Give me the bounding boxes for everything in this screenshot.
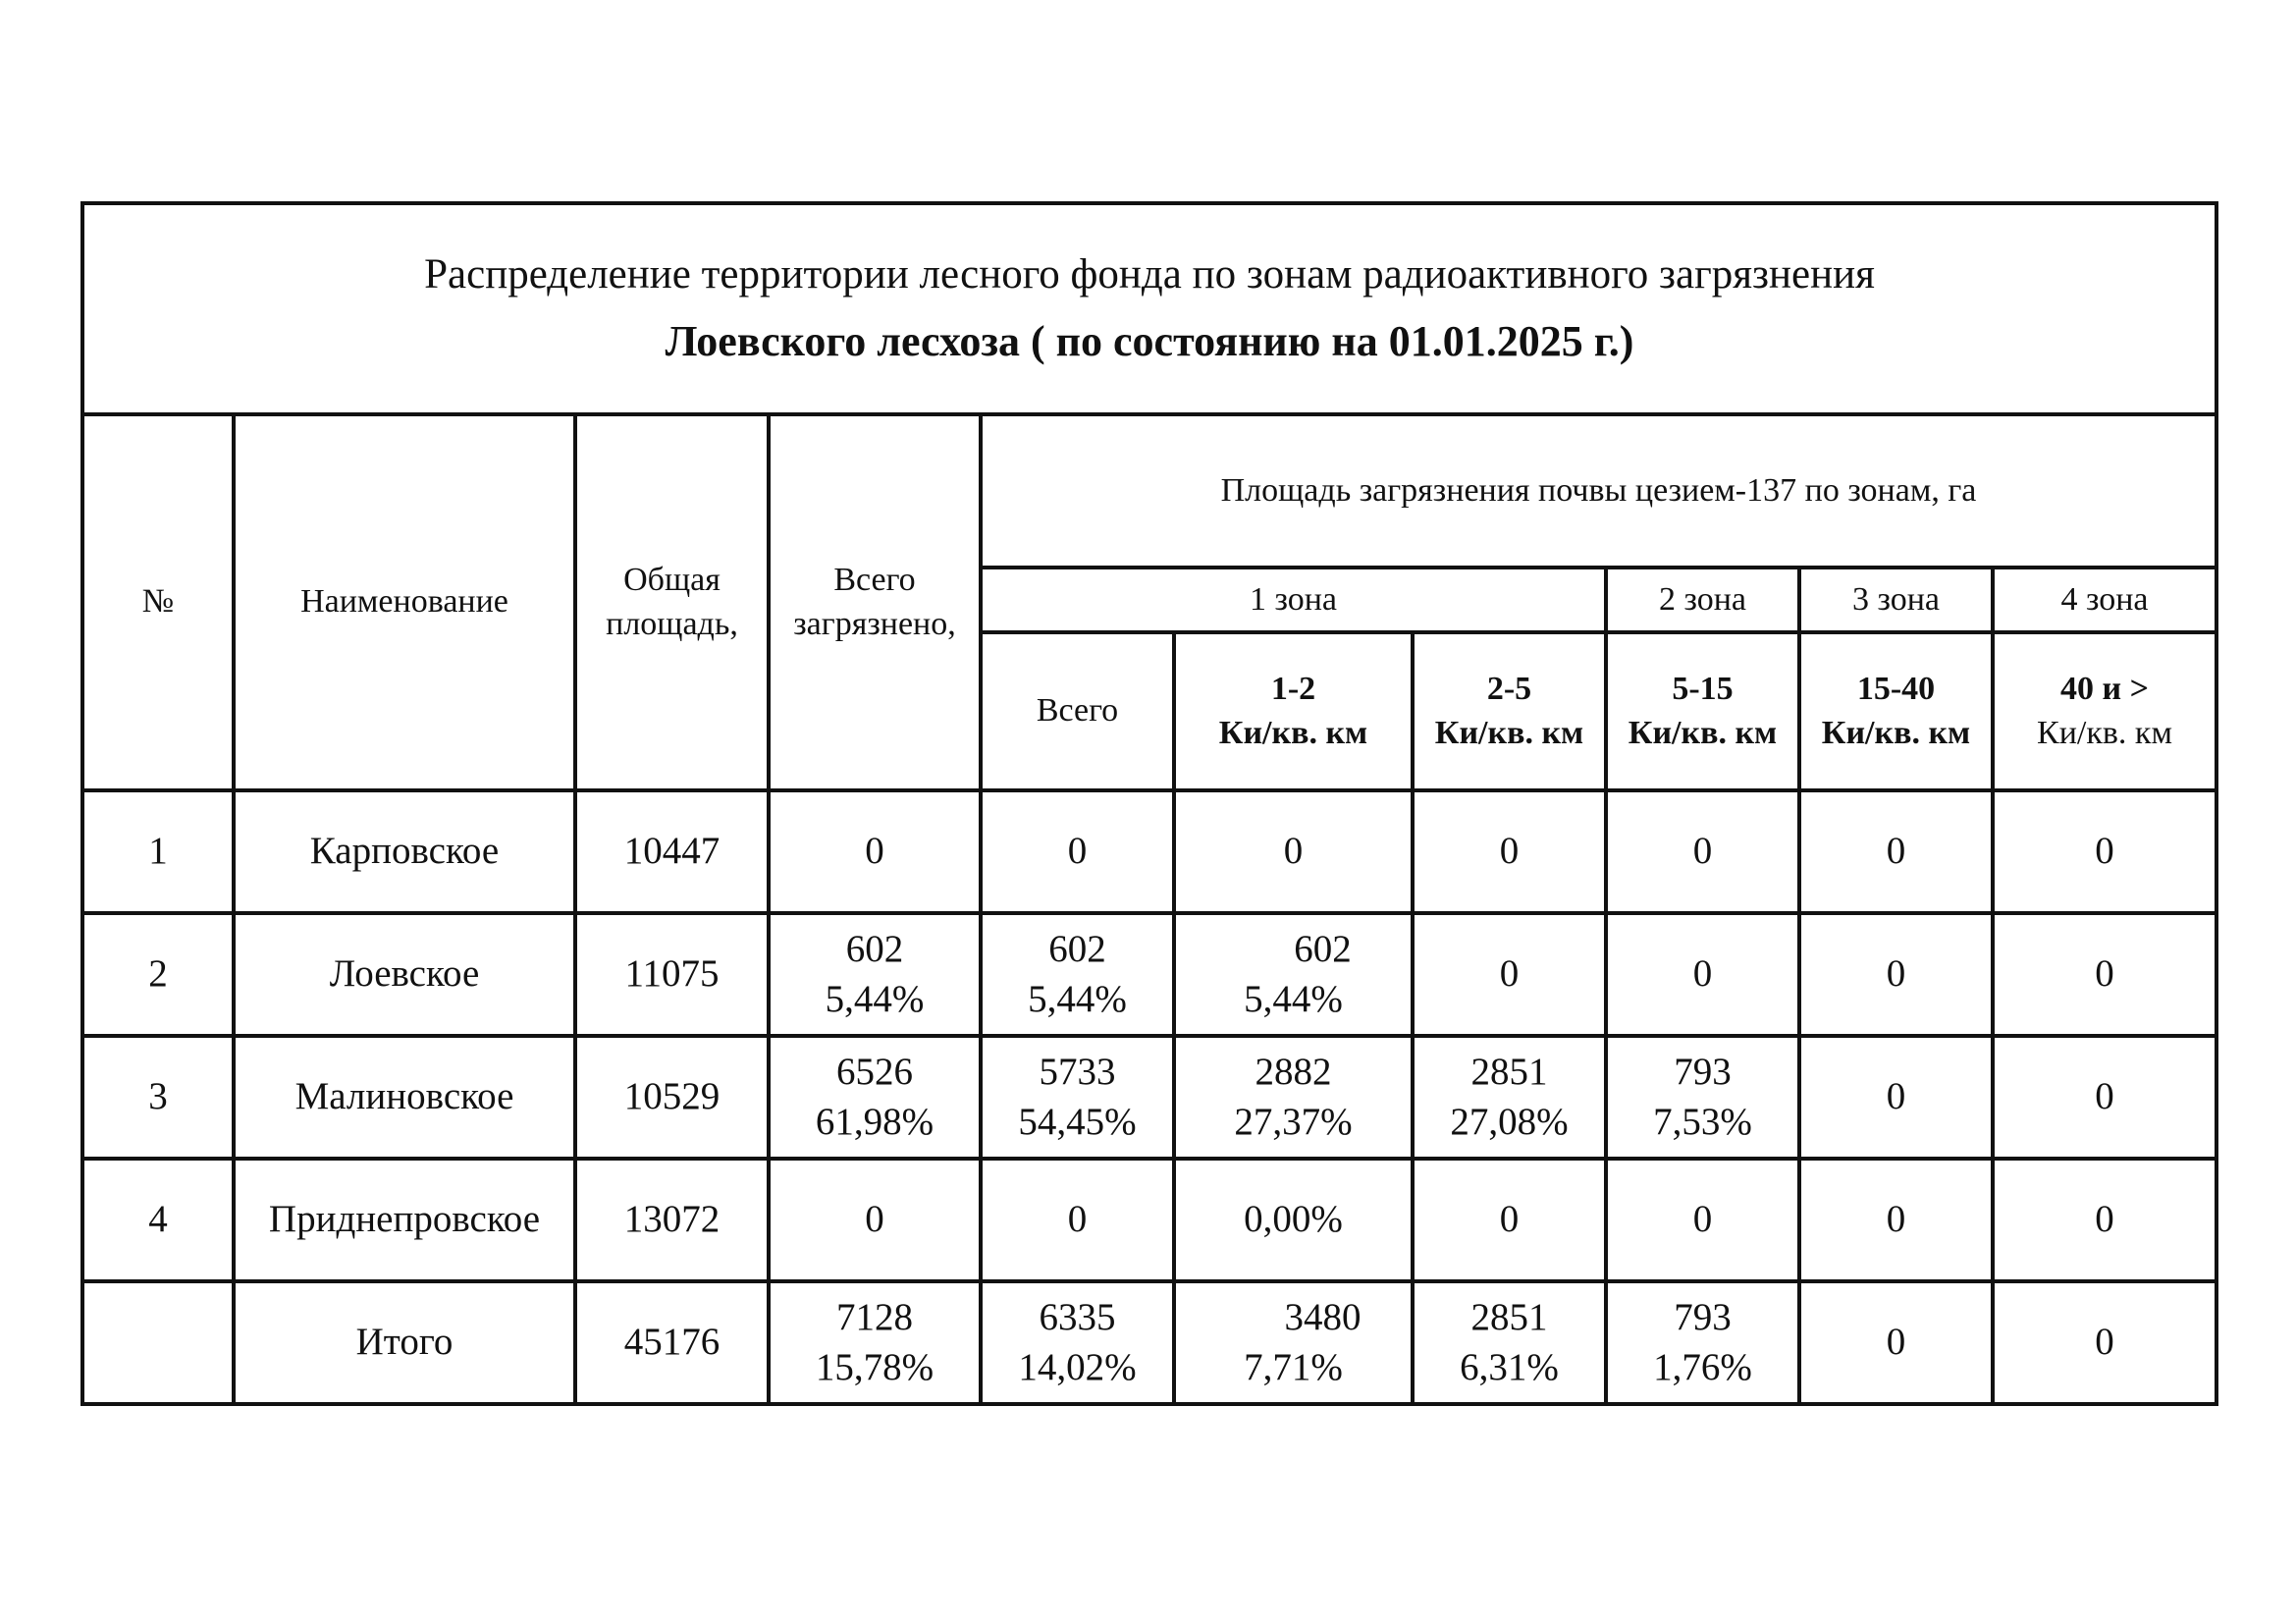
- table-title: [82, 203, 2216, 414]
- cell-name: Карповское: [234, 790, 575, 913]
- cell-range-2-5: [1413, 1281, 1606, 1404]
- cell-contaminated: [769, 1159, 981, 1281]
- cell-value: 602: [1048, 927, 1106, 970]
- cell-area: 10447: [575, 790, 769, 913]
- cell-range-15-40: 0: [1799, 790, 1993, 913]
- header-total-area-line2: площадь,: [606, 605, 738, 642]
- cell-value: 7128: [836, 1295, 913, 1338]
- cell-percent: 1,76%: [1653, 1345, 1752, 1388]
- cell-name: Итого: [234, 1281, 575, 1404]
- cell-range-5-15: [1606, 1281, 1799, 1404]
- cell-range-1-2: [1174, 913, 1413, 1036]
- cell-range-5-15: [1606, 913, 1799, 1036]
- cell-value: 6526: [836, 1050, 913, 1093]
- cell-range-1-2: [1174, 1036, 1413, 1159]
- cell-range-1-2: [1174, 1281, 1413, 1404]
- cell-value: 0: [1283, 830, 1304, 873]
- header-zone-2: 2 зона: [1606, 568, 1799, 632]
- header-range-40-plus-value: 40 и >: [2060, 671, 2149, 708]
- header-range-1-2-value: 1-2: [1270, 671, 1316, 708]
- header-range-40-plus: [1993, 632, 2216, 790]
- cell-contaminated: [769, 790, 981, 913]
- cell-range-15-40: 0: [1799, 1036, 1993, 1159]
- header-contaminated-line1: Всего: [833, 562, 916, 599]
- cell-value: 2851: [1470, 1295, 1548, 1338]
- header-zone-3: 3 зона: [1799, 568, 1993, 632]
- cell-value: 0: [1499, 830, 1520, 873]
- header-zone-1: 1 зона: [981, 568, 1606, 632]
- cell-range-40-plus: 0: [1993, 1159, 2216, 1281]
- header-range-40-plus-unit: Ки/кв. км: [2037, 714, 2172, 751]
- cell-value: 0: [1499, 952, 1520, 996]
- cell-area: 13072: [575, 1159, 769, 1281]
- cell-value: 0: [1692, 952, 1713, 996]
- header-range-1-2: [1174, 632, 1413, 790]
- cell-percent: 27,37%: [1234, 1100, 1353, 1143]
- cell-range-5-15: [1606, 1036, 1799, 1159]
- cell-contaminated: [769, 1036, 981, 1159]
- header-num: №: [82, 414, 234, 790]
- cell-percent: 6,31%: [1460, 1345, 1559, 1388]
- cell-value: 0,00%: [1244, 1198, 1343, 1241]
- cell-range-40-plus: 0: [1993, 1281, 2216, 1404]
- cell-num: [82, 1281, 234, 1404]
- title-line-2: Лоевского лесхоза ( по состоянию на 01.01.2025 г.): [665, 316, 1634, 365]
- header-range-2-5-value: 2-5: [1486, 671, 1532, 708]
- cell-value: 6335: [1039, 1295, 1116, 1338]
- cell-value: 0: [1067, 1198, 1088, 1241]
- cell-percent: 5,44%: [1244, 977, 1343, 1020]
- header-zone1-total: Всего: [981, 632, 1174, 790]
- header-contaminated-line2: загрязнено,: [793, 605, 956, 642]
- title-row: [82, 203, 2216, 414]
- cell-contaminated: [769, 913, 981, 1036]
- cell-value: 0: [865, 830, 884, 873]
- cell-value: 0: [1692, 830, 1713, 873]
- cell-range-1-2: [1174, 790, 1413, 913]
- title-line-1: Распределение территории лесного фонда по зонам радиоактивного загрязнения: [424, 251, 1875, 298]
- cell-percent: 61,98%: [815, 1100, 934, 1143]
- cell-range-15-40: 0: [1799, 1159, 1993, 1281]
- header-name: Наименование: [234, 414, 575, 790]
- header-range-1-2-unit: Ки/кв. км: [1218, 714, 1368, 751]
- table-row: [82, 1159, 2216, 1281]
- header-range-5-15: [1606, 632, 1799, 790]
- cell-value: 793: [1674, 1050, 1732, 1093]
- table-row: [82, 790, 2216, 913]
- cell-range-15-40: 0: [1799, 1281, 1993, 1404]
- cell-zone1-total: [981, 1159, 1174, 1281]
- cell-percent: 7,71%: [1244, 1345, 1343, 1388]
- cell-zone1-total: [981, 790, 1174, 913]
- cell-range-5-15: [1606, 790, 1799, 913]
- cell-percent: 5,44%: [825, 977, 925, 1020]
- cell-percent: 15,78%: [815, 1345, 934, 1388]
- cell-area: 10529: [575, 1036, 769, 1159]
- contamination-table: [80, 201, 2218, 1406]
- header-range-15-40-value: 15-40: [1856, 671, 1936, 708]
- cell-range-2-5: [1413, 1159, 1606, 1281]
- cell-value: 602: [1294, 927, 1352, 970]
- cell-name: Приднепровское: [234, 1159, 575, 1281]
- cell-value: 2851: [1470, 1050, 1548, 1093]
- report-sheet: [80, 201, 2215, 1406]
- cell-value: 0: [1692, 1198, 1713, 1241]
- cell-value: 3480: [1284, 1295, 1362, 1338]
- header-range-2-5-unit: Ки/кв. км: [1434, 714, 1584, 751]
- header-range-15-40: [1799, 632, 1993, 790]
- cell-range-2-5: [1413, 1036, 1606, 1159]
- header-range-5-15-value: 5-15: [1672, 671, 1734, 708]
- cell-area: 45176: [575, 1281, 769, 1404]
- header-total-area-line1: Общая: [623, 562, 721, 599]
- cell-value: 602: [845, 927, 904, 970]
- table-row: [82, 913, 2216, 1036]
- cell-value: 5733: [1039, 1050, 1116, 1093]
- table-row: [82, 1036, 2216, 1159]
- cell-name: Малиновское: [234, 1036, 575, 1159]
- header-range-2-5: [1413, 632, 1606, 790]
- cell-range-40-plus: 0: [1993, 790, 2216, 913]
- cell-range-5-15: [1606, 1159, 1799, 1281]
- cell-num: 2: [82, 913, 234, 1036]
- header-total-area: [575, 414, 769, 790]
- cell-range-2-5: [1413, 790, 1606, 913]
- cell-name: Лоевское: [234, 913, 575, 1036]
- cell-range-2-5: [1413, 913, 1606, 1036]
- cell-percent: 14,02%: [1018, 1345, 1137, 1388]
- header-zone-4: 4 зона: [1993, 568, 2216, 632]
- cell-num: 3: [82, 1036, 234, 1159]
- cell-percent: 54,45%: [1018, 1100, 1137, 1143]
- cell-range-1-2: [1174, 1159, 1413, 1281]
- header-row-1: [82, 414, 2216, 568]
- cell-contaminated: [769, 1281, 981, 1404]
- cell-range-40-plus: 0: [1993, 913, 2216, 1036]
- header-range-5-15-unit: Ки/кв. км: [1628, 714, 1778, 751]
- cell-range-40-plus: 0: [1993, 1036, 2216, 1159]
- cell-value: 0: [865, 1198, 884, 1241]
- header-area-by-zones: Площадь загрязнения почвы цезием-137 по зонам, га: [981, 414, 2216, 568]
- cell-num: 1: [82, 790, 234, 913]
- cell-percent: 5,44%: [1028, 977, 1127, 1020]
- table-row-total: [82, 1281, 2216, 1404]
- cell-num: 4: [82, 1159, 234, 1281]
- cell-value: 0: [1067, 830, 1088, 873]
- header-contaminated: [769, 414, 981, 790]
- header-range-15-40-unit: Ки/кв. км: [1821, 714, 1971, 751]
- cell-value: 0: [1499, 1198, 1520, 1241]
- cell-zone1-total: [981, 1281, 1174, 1404]
- cell-zone1-total: [981, 913, 1174, 1036]
- cell-value: 2882: [1255, 1050, 1332, 1093]
- cell-value: 793: [1674, 1295, 1732, 1338]
- cell-percent: 27,08%: [1450, 1100, 1569, 1143]
- cell-percent: 7,53%: [1653, 1100, 1752, 1143]
- cell-area: 11075: [575, 913, 769, 1036]
- cell-range-15-40: 0: [1799, 913, 1993, 1036]
- cell-zone1-total: [981, 1036, 1174, 1159]
